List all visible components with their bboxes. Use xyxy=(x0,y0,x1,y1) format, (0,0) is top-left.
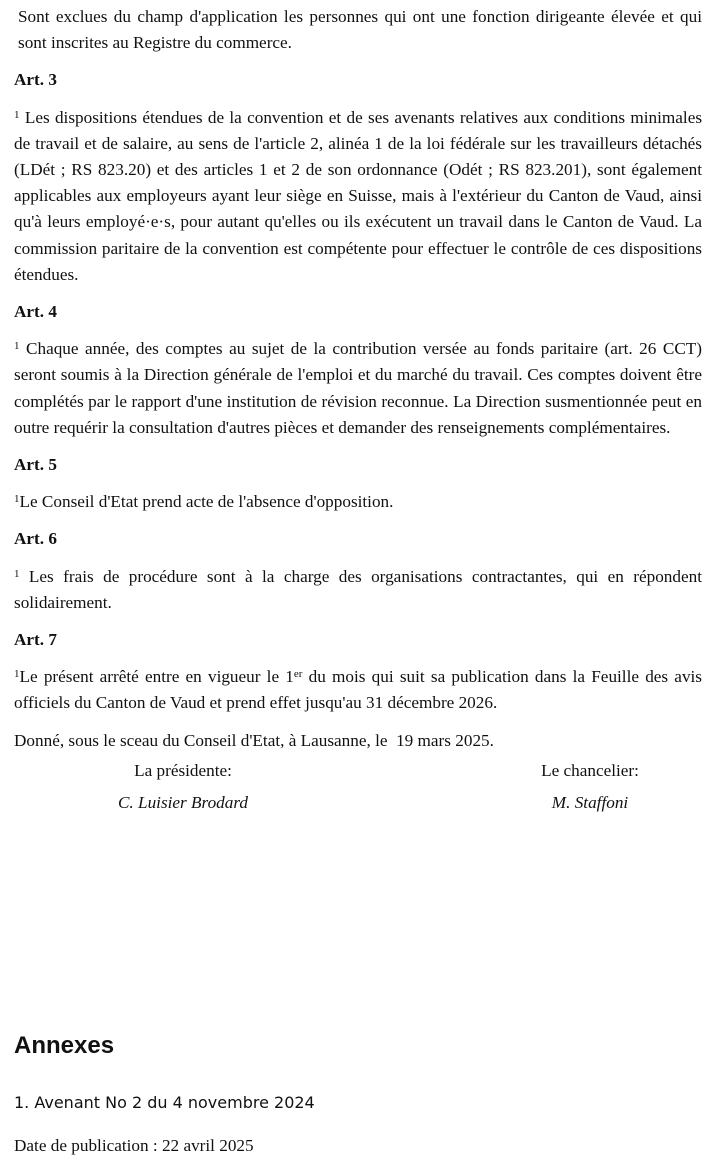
article-3-text: Les dispositions étendues de la convention et de ses avenants relatives aux conditions minimales de travail et de salaire, au sens de l'article 2, alinéa 1 de la loi fédérale sur les travailleurs détachés (LDét ; RS 823.20) et des articles 1 et 2 de son ordonnance (Odét ; RS 823.201), sont également applicables aux employeurs ayant leur siège en Suisse, mais à l'extérieur du Canton de Vaud, ainsi qu'à leurs employé·e·s, pour autant qu'elles ou ils exécutent un travail dans le Canton de Vaud. La commission paritaire de la convention est compétente pour effectuer le contrôle de ces dispositions étendues. xyxy=(14,107,703,284)
article-4-text: Chaque année, des comptes au sujet de la contribution versée au fonds paritaire (art. 26 CCT) seront soumis à la Direction générale de l'emploi et du marché du travail. Ces comptes doivent être complétés par le rapport d'une institution de révision reconnue. La Direction susmentionnée peut en outre requérir la consultation d'autres pièces et demander des renseignements complémentaires. xyxy=(14,339,703,437)
paragraph-number: 1 xyxy=(14,493,20,506)
president-name: C. Luisier Brodard xyxy=(117,793,249,813)
article-5-text: Le Conseil d'Etat prend acte de l'absence d'opposition. xyxy=(19,492,394,512)
paragraph-number: 1 xyxy=(14,668,20,681)
article-5-heading: Art. 5 xyxy=(14,455,57,475)
chancellor-name: M. Staffoni xyxy=(551,793,629,813)
president-title: La présidente: xyxy=(134,760,232,780)
intro-paragraph: Sont exclues du champ d'application les personnes qui ont une fonction dirigeante élevée et qui sont inscrites au Registre du commerce. xyxy=(18,7,702,53)
given-line: Donné, sous le sceau du Conseil d'Etat, à Lausanne, le 19 mars 2025. xyxy=(14,730,494,750)
article-6-paragraph xyxy=(14,564,702,616)
article-7-paragraph xyxy=(14,664,702,716)
article-7-text-before: Le présent arrêté entre en vigueur le 1 xyxy=(19,667,294,687)
article-5-paragraph xyxy=(14,489,702,515)
signature-names-row xyxy=(14,790,702,816)
annexes-heading: Annexes xyxy=(14,1032,115,1059)
article-3-paragraph xyxy=(14,105,702,288)
paragraph-number: 1 xyxy=(14,108,20,121)
annex-list-item: 1. Avenant No 2 du 4 novembre 2024 xyxy=(14,1093,315,1112)
ordinal-suffix: er xyxy=(293,668,303,681)
article-7-heading: Art. 7 xyxy=(14,630,57,650)
article-4-paragraph xyxy=(14,336,702,441)
article-6-text: Les frais de procédure sont à la charge des organisations contractantes, qui en répondent solidairement. xyxy=(14,566,702,612)
article-6-heading: Art. 6 xyxy=(14,529,57,549)
paragraph-number: 1 xyxy=(14,567,20,580)
article-3-heading: Art. 3 xyxy=(14,70,57,90)
article-4-heading: Art. 4 xyxy=(14,302,57,322)
article-7-text-after: du mois qui suit sa publication dans la Feuille des avis officiels du Canton de Vaud et prend effet jusqu'au 31 décembre 2026. xyxy=(14,667,702,713)
publication-date: Date de publication : 22 avril 2025 xyxy=(14,1136,254,1155)
signature-titles-row xyxy=(14,758,702,784)
document-body xyxy=(14,4,702,816)
paragraph-number: 1 xyxy=(14,340,20,353)
chancellor-title: Le chancelier: xyxy=(541,760,639,780)
